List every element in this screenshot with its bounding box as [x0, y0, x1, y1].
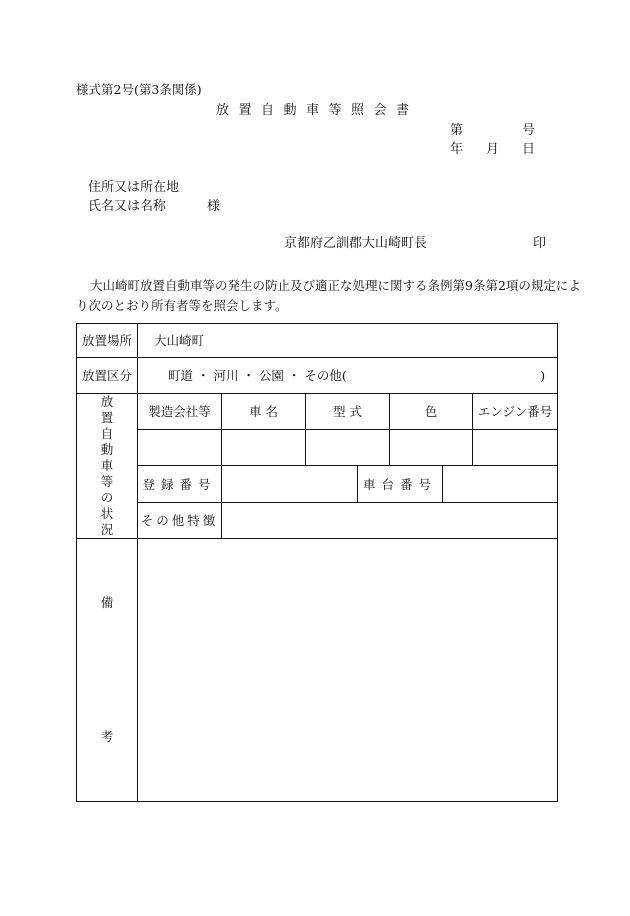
- doc-number-suffix: 号: [522, 123, 536, 138]
- category-close: ): [540, 368, 546, 383]
- honorific: 様: [207, 199, 221, 214]
- remarks-label: [77, 539, 138, 802]
- seal-mark: 印: [533, 236, 547, 251]
- name-label: 氏名又は名称: [88, 199, 167, 214]
- cell-engine-value: [473, 429, 558, 466]
- cell-other-features-value: [222, 503, 558, 539]
- cell-car-name-value: [222, 429, 306, 466]
- column-maker: 製造会社等: [138, 394, 222, 430]
- column-engine-number: エンジン番号: [473, 394, 558, 430]
- cell-registration-value: [222, 466, 358, 503]
- sender-name: 京都府乙訓郡大山崎町長: [284, 236, 428, 251]
- date-month: 月: [486, 142, 500, 157]
- other-features-label: その他特徴: [138, 503, 222, 539]
- date-year: 年: [450, 142, 464, 157]
- cell-maker-value: [138, 429, 222, 466]
- chassis-label: 車台番号: [358, 466, 443, 503]
- cell-chassis-value: [443, 466, 558, 503]
- category-options: 町道 ・ 河川 ・ 公園 ・ その他(: [168, 368, 347, 383]
- status-label-text: 放置自動車等の状況: [100, 394, 114, 537]
- inquiry-table: [76, 323, 558, 802]
- remarks-label-2: 考: [100, 729, 114, 744]
- category-label: 放置区分: [77, 358, 138, 394]
- status-label: [77, 394, 138, 539]
- body-text-line-2: り次のとおり所有者等を照会します。: [76, 298, 288, 313]
- body-text-line-1: 大山崎町放置自動車等の発生の防止及び適正な処理に関する条例第9条第2項の規定によ: [90, 278, 581, 293]
- cell-model-value: [306, 429, 390, 466]
- category-cell: [138, 358, 558, 394]
- remarks-label-1: 備: [100, 595, 114, 610]
- document-title: 放置自動車等照会書: [216, 103, 419, 118]
- location-label: 放置場所: [77, 324, 138, 358]
- remarks-value: [138, 539, 558, 802]
- column-model: 型 式: [306, 394, 390, 430]
- registration-label: 登録番号: [138, 466, 222, 503]
- cell-color-value: [390, 429, 473, 466]
- column-color: 色: [390, 394, 473, 430]
- date-day: 日: [522, 142, 536, 157]
- address-label: 住所又は所在地: [88, 180, 180, 195]
- form-number-label: 様式第2号(第3条関係): [76, 82, 202, 97]
- doc-number-prefix: 第: [450, 123, 464, 138]
- location-value: 大山崎町: [138, 324, 558, 358]
- column-car-name: 車 名: [222, 394, 306, 430]
